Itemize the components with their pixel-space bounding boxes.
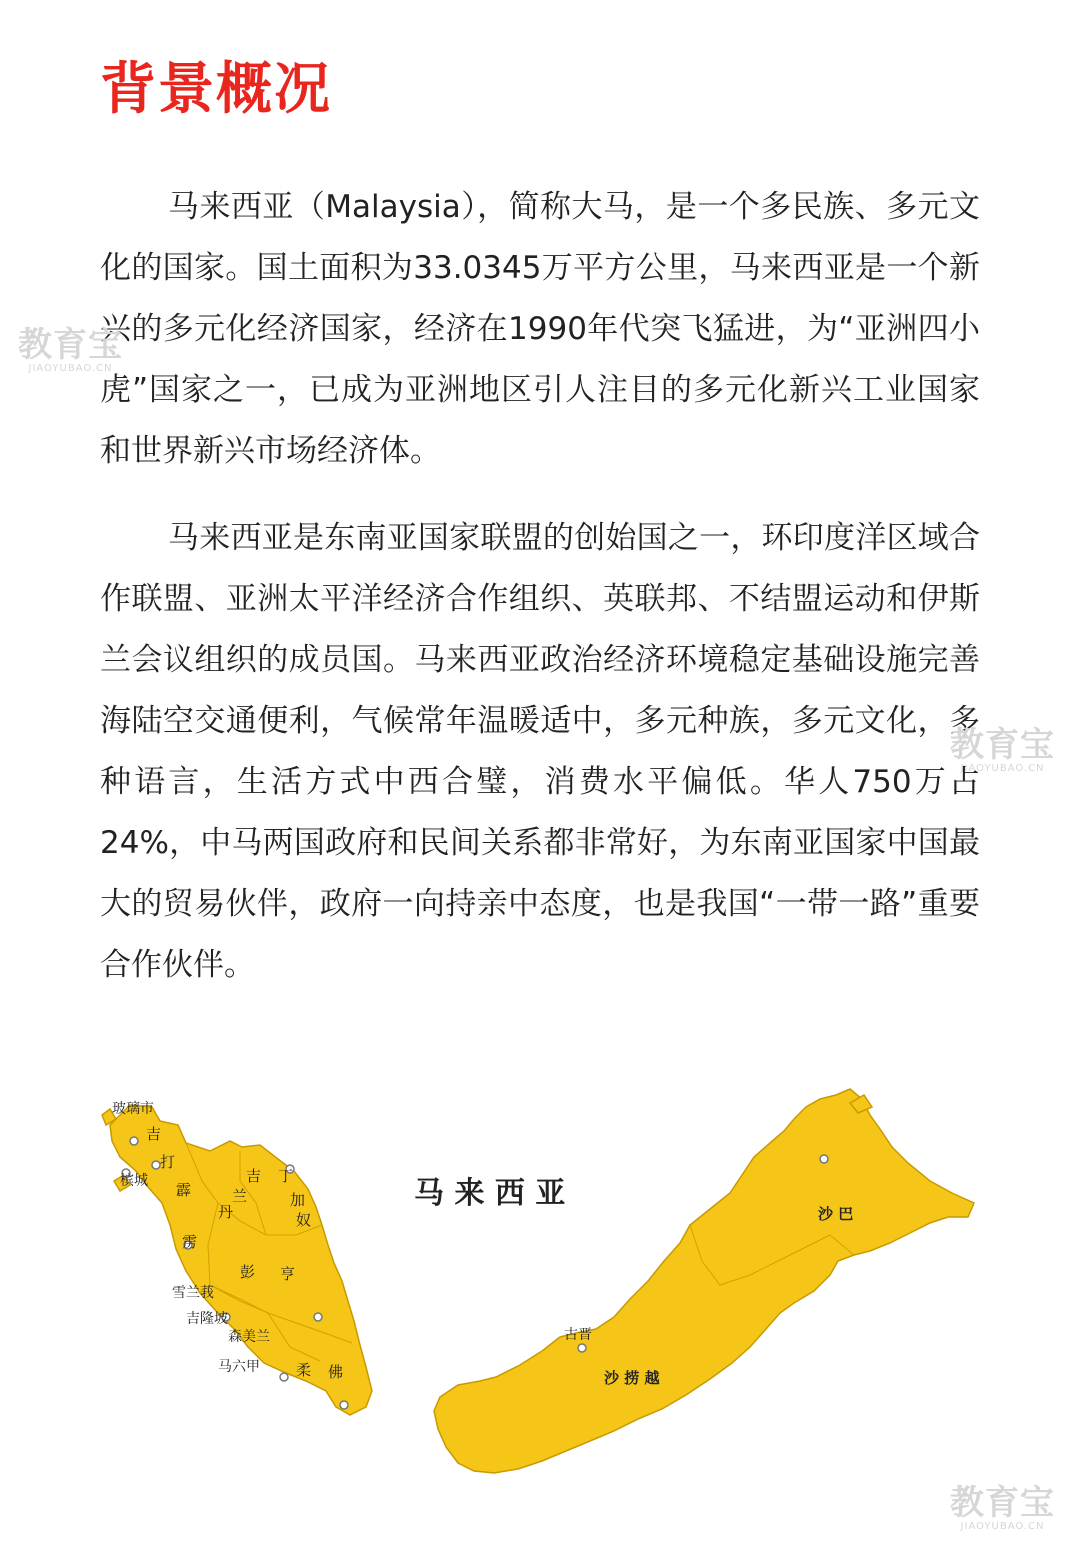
map-label-selangor: 雪兰莪 (172, 1285, 214, 1301)
map-label-penang: 槟城 (120, 1173, 148, 1189)
watermark-url: JIAOYUBAO.CN (960, 1521, 1045, 1532)
malaysia-map (90, 1085, 990, 1485)
page-title: 背景概况 (100, 57, 332, 122)
city-marker (314, 1313, 322, 1321)
map-label-kl: 吉隆坡 (186, 1311, 228, 1327)
city-marker (130, 1137, 138, 1145)
map-label-kuching: 古晋 (564, 1327, 592, 1343)
map-label-sabah: 沙 巴 (818, 1205, 854, 1223)
watermark-url: JIAOYUBAO.CN (960, 763, 1045, 774)
map-label-negeri-sembilan: 森美兰 (228, 1329, 270, 1345)
map-label-perlis: 玻璃市 (112, 1101, 154, 1117)
map-label-kedah: 打 (160, 1153, 176, 1171)
map-label-kedah: 吉 (146, 1125, 162, 1143)
watermark-url: JIAOYUBAO.CN (28, 363, 113, 374)
map-label-kelantan: 丹 (218, 1203, 234, 1221)
map-fill-group (102, 1089, 974, 1473)
map-label-johor: 佛 (328, 1363, 344, 1381)
map-label-terengganu: 奴 (296, 1211, 312, 1229)
map-label-sarawak: 沙 捞 越 (604, 1369, 660, 1387)
map-label-pahang: 彭 (240, 1263, 256, 1281)
map-label-melaka: 马六甲 (218, 1359, 260, 1375)
map-label-kelantan: 兰 (232, 1187, 248, 1205)
watermark-text: 教育宝 (950, 1483, 1055, 1523)
east-malaysia-shape (434, 1089, 974, 1473)
map-label-johor: 柔 (296, 1361, 312, 1379)
paragraph-international: 马来西亚是东南亚国家联盟的创始国之一，环印度洋区域合作联盟、亚洲太平洋经济合作组织、英联邦、不结盟运动和伊斯兰会议组织的成员国。马来西亚政治经济环境稳定基础设施完善海陆空交通便利，气候常年温暖适中，多元种族，多元文化，多种语言，生活方式中西合璧，消费水平偏低。华人750万占24%，中马两国政府和民间关系都非常好，为东南亚国家中国最大的贸易伙伴，政府一向持亲中态度，也是我国“一带一路”重要合作伙伴。 (100, 520, 980, 983)
watermark-bottom (950, 1485, 1055, 1533)
city-marker (578, 1344, 586, 1352)
map-label-kelantan: 吉 (246, 1167, 262, 1185)
city-marker (820, 1155, 828, 1163)
watermark-right (950, 727, 1055, 775)
city-marker (152, 1161, 160, 1169)
map-label-pahang: 亨 (280, 1265, 296, 1283)
map-title: 马 来 西 亚 (414, 1176, 566, 1211)
city-marker (280, 1373, 288, 1381)
map-label-terengganu: 加 (290, 1191, 306, 1209)
map-label-perak: 雳 (182, 1233, 198, 1251)
map-label-terengganu: 丁 (278, 1167, 294, 1185)
watermark-text: 教育宝 (950, 725, 1055, 765)
watermark-left (18, 327, 123, 375)
watermark-text: 教育宝 (18, 325, 123, 365)
paragraph-overview: 马来西亚（Malaysia），简称大马，是一个多民族、多元文化的国家。国土面积为33.0345万平方公里，马来西亚是一个新兴的多元化经济国家，经济在1990年代突飞猛进，为“亚洲四小虎”国家之一，已成为亚洲地区引人注目的多元化新兴工业国家和世界新兴市场经济体。 (100, 189, 980, 469)
map-label-perak: 霹 (176, 1181, 192, 1199)
city-marker (340, 1401, 348, 1409)
